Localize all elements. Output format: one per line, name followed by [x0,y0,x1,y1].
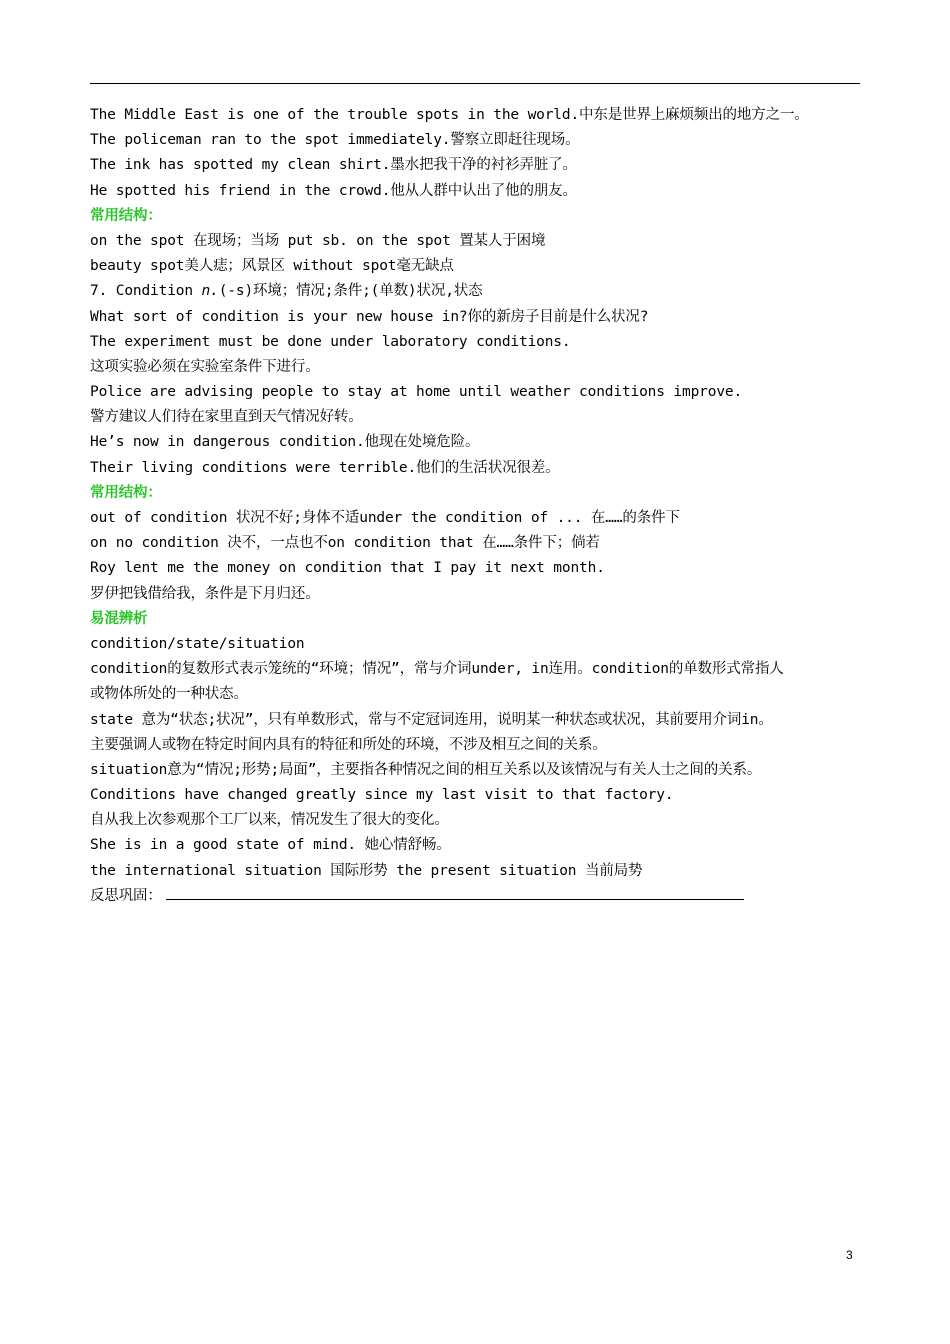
explanation-line: 或物体所处的一种状态。 [90,686,248,703]
vocab-entry-condition [90,279,865,304]
example-sentence: Roy lent me the money on condition that I pay it next month. [90,560,605,577]
example-sentence: Their living conditions were terrible.他们的生活状况很差。 [90,459,560,476]
phrase-line: out of condition 状况不好;身体不适under the condition of ... 在……的条件下 [90,510,680,526]
header-rule [90,83,860,84]
reflection-label: 反思巩固： [90,887,162,904]
reflection-line [90,884,865,909]
phrase-line: on the spot 在现场；当场 put sb. on the spot 置某人于困境 [90,232,546,249]
section-heading-common-structures: 常用结构： [90,207,162,224]
page-number: 3 [846,1248,853,1262]
explanation-line: situation意为“情况;形势;局面”，主要指各种情况之间的相互关系以及该情况与有关人士之间的关系。 [90,761,762,778]
example-sentence: The Middle East is one of the trouble spots in the world.中东是世界上麻烦频出的地方之一。 [90,107,809,123]
example-sentence: Police are advising people to stay at home until weather conditions improve. [90,384,743,401]
example-sentence: He spotted his friend in the crowd.他从人群中认出了他的朋友。 [90,182,577,199]
section-heading-confusables: 易混辨析 [90,610,148,627]
example-translation: 这项实验必须在实验室条件下进行。 [90,358,320,375]
example-sentence: What sort of condition is your new house in?你的新房子目前是什么状况? [90,308,649,325]
phrase-line: on no condition 决不，一点也不on condition that 在……条件下；倘若 [90,535,600,552]
example-translation: 警方建议人们待在家里直到天气情况好转。 [90,409,363,426]
phrase-line: beauty spot美人痣；风景区 without spot毫无缺点 [90,258,454,275]
part-of-speech: n. [201,283,219,300]
example-sentence: He’s now in dangerous condition.他现在处境危险。 [90,434,480,451]
phrase-line: the international situation 国际形势 the present situation 当前局势 [90,862,643,879]
explanation-line: state 意为“状态;状况”，只有单数形式，常与不定冠词连用，说明某一种状态或状况，其前要用介词in。 [90,711,773,728]
section-heading-common-structures: 常用结构： [90,484,162,501]
example-translation: 自从我上次参观那个工厂以来，情况发生了很大的变化。 [90,812,449,829]
example-sentence: The ink has spotted my clean shirt.墨水把我干净的衬衫弄脏了。 [90,157,577,174]
reflection-blank[interactable] [166,885,744,900]
example-sentence: She is in a good state of mind. 她心情舒畅。 [90,837,451,854]
example-sentence: The policeman ran to the spot immediately.警察立即赶往现场。 [90,132,580,149]
example-sentence: Conditions have changed greatly since my last visit to that factory. [90,787,674,804]
entry-number-word: 7. Condition [90,283,202,300]
explanation-line: condition的复数形式表示笼统的“环境；情况”，常与介词under, in连用。condition的单数形式常指人 [90,661,784,678]
entry-definition: (-s)环境；情况;条件;(单数)状况,状态 [218,283,483,300]
explanation-line: 主要强调人或物在特定时间内具有的特征和所处的环境，不涉及相互之间的关系。 [90,736,607,753]
example-translation: 罗伊把钱借给我，条件是下月归还。 [90,585,320,602]
confusable-words: condition/state/situation [90,635,305,652]
document-body [90,103,865,909]
example-sentence: The experiment must be done under laboratory conditions. [90,333,571,350]
